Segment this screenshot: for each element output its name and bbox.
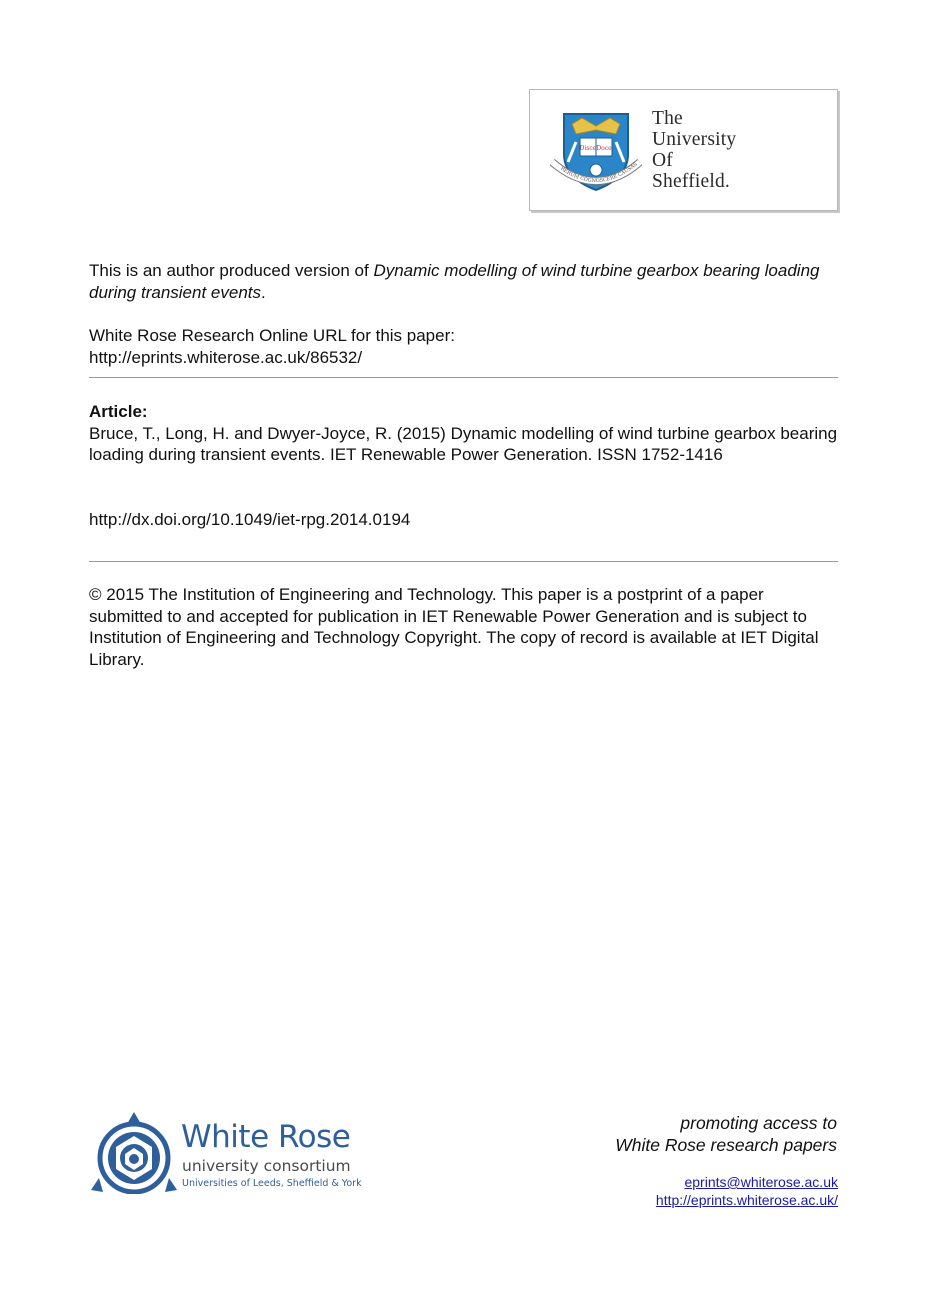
url-section (89, 325, 839, 368)
paper-url[interactable]: http://eprints.whiterose.ac.uk/86532/ (89, 347, 363, 367)
university-logo (529, 89, 838, 211)
article-doi[interactable]: http://dx.doi.org/10.1049/iet-rpg.2014.0194 (89, 510, 411, 529)
divider (89, 561, 838, 562)
intro-prefix: This is an author produced version of (89, 261, 374, 280)
crest-motto: RERUM COGNOSCERE CAUSAS (559, 161, 639, 185)
site-link[interactable]: http://eprints.whiterose.ac.uk/ (655, 1192, 838, 1208)
consortium-subtitle: university consortium (182, 1157, 351, 1175)
paper-title: Dynamic modelling of wind turbine gearbox bearing loading during transient events (89, 261, 820, 302)
copyright-notice: © 2015 The Institution of Engineering and Technology. This paper is a postprint of a paper submitted to and accepted for publication in IET Renewable Power Generation and is subject to Institution of Engineering and Technology Copyright. The copy of record is available at IET Digital Library. (89, 585, 819, 669)
intro-suffix: . (261, 282, 266, 302)
crest-book-right: Doce (596, 145, 612, 152)
university-name (652, 108, 736, 192)
article-section (89, 401, 839, 466)
divider (89, 377, 838, 378)
promo-text (615, 1112, 837, 1156)
consortium-title: White Rose (181, 1119, 351, 1155)
university-name-line: Of (652, 150, 673, 171)
university-name-line: The (652, 108, 683, 129)
promo-line: promoting access to (680, 1113, 837, 1133)
consortium-members: Universities of Leeds, Sheffield & York (182, 1178, 362, 1189)
promo-line: White Rose research papers (615, 1135, 837, 1155)
university-name-line: Sheffield. (652, 171, 731, 192)
article-citation: Bruce, T., Long, H. and Dwyer-Joyce, R. (2015) Dynamic modelling of wind turbine gearbox bearing loading during transient events. IET Renewable Power Generation. ISSN 1752-1416 (89, 423, 838, 464)
footer-links (656, 1173, 838, 1209)
university-crest-icon (550, 104, 642, 196)
url-label: White Rose Research Online URL for this paper: (89, 326, 455, 345)
crest-book-left: Disce (579, 145, 597, 152)
email-link[interactable]: eprints@whiterose.ac.uk (684, 1174, 838, 1190)
university-name-line: University (652, 129, 737, 150)
white-rose-emblem-icon (89, 1110, 179, 1194)
intro-paragraph (89, 260, 839, 303)
article-heading: Article: (89, 402, 148, 421)
